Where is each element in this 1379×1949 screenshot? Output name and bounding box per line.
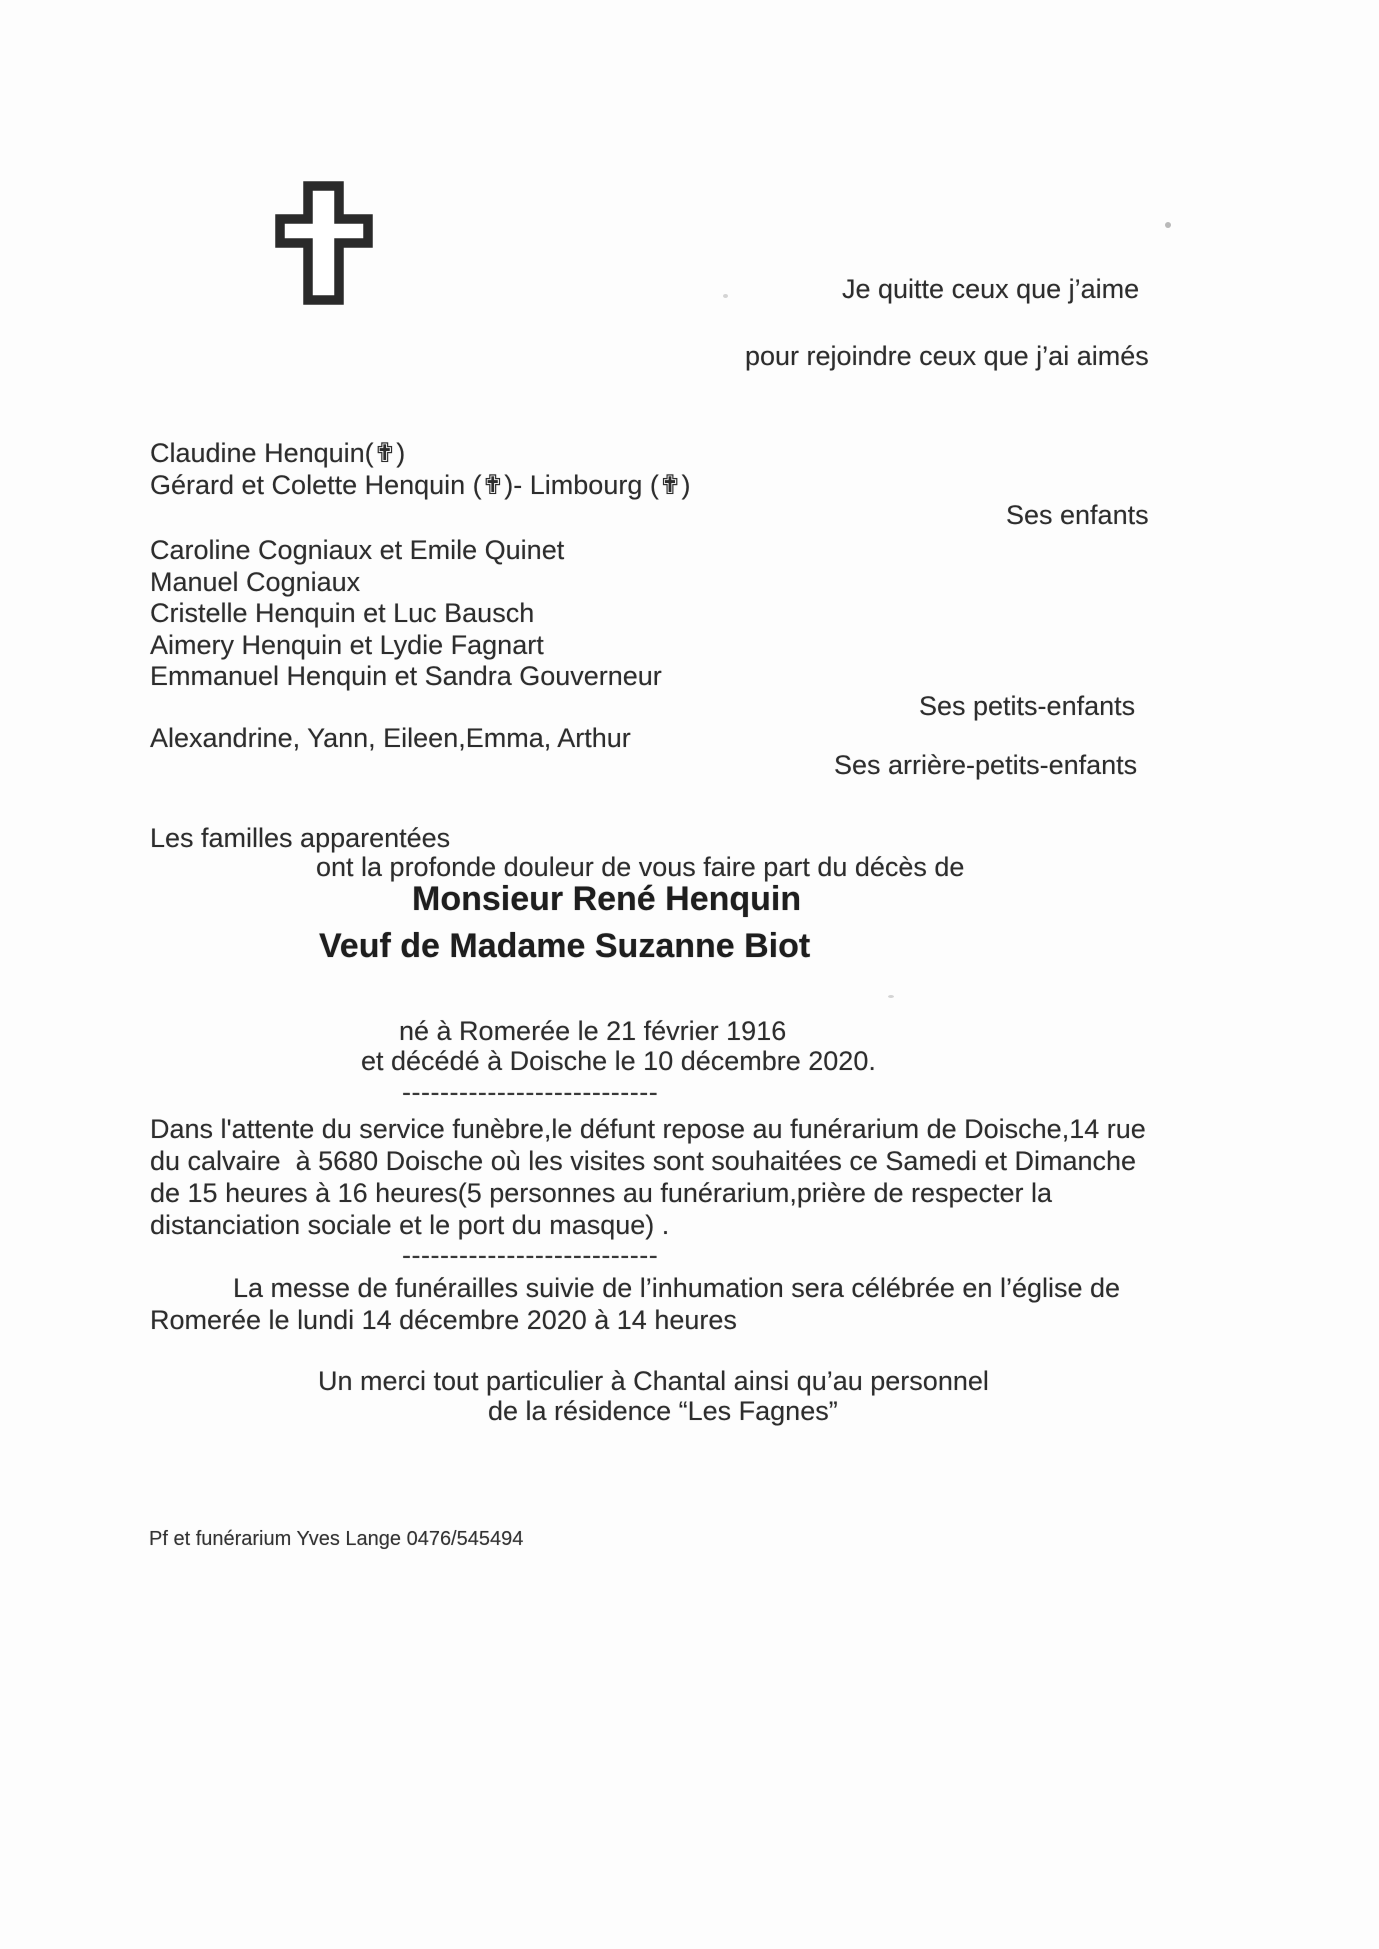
dashed-separator: --------------------------- [402, 1240, 659, 1270]
visitation-line: distanciation sociale et le port du masque) . [150, 1210, 670, 1240]
epigraph-line-2: pour rejoindre ceux que j’ai aimés [745, 341, 1149, 371]
visitation-line: Dans l'attente du service funèbre,le défunt repose au funérarium de Doische,14 rue [150, 1114, 1146, 1144]
funeral-home-credit: Pf et funérarium Yves Lange 0476/545494 [149, 1528, 524, 1550]
great-grandchildren-names: Alexandrine, Yann, Eileen,Emma, Arthur [150, 723, 631, 753]
related-families-line: Les familles apparentées [150, 823, 451, 853]
grandchild-name: Emmanuel Henquin et Sandra Gouverneur [150, 661, 662, 691]
grandchildren-names-block [150, 535, 662, 693]
thanks-line: de la résidence “Les Fagnes” [488, 1396, 838, 1426]
dashed-separator: --------------------------- [402, 1077, 659, 1107]
children-label: Ses enfants [1006, 500, 1149, 530]
visitation-line: du calvaire à 5680 Doische où les visites sont souhaitées ce Samedi et Dimanche [150, 1146, 1137, 1176]
epigraph-line-1: Je quitte ceux que j’aime [842, 274, 1140, 304]
child-name: Gérard et Colette Henquin (✟)- Limbourg (✟) [150, 470, 691, 500]
funeral-mass-line: Romerée le lundi 14 décembre 2020 à 14 heures [150, 1305, 737, 1335]
widower-line: Veuf de Madame Suzanne Biot [319, 927, 811, 965]
grandchild-name: Aimery Henquin et Lydie Fagnart [150, 629, 544, 660]
visitation-line: de 15 heures à 16 heures(5 personnes au funérarium,prière de respecter la [150, 1178, 1053, 1208]
scan-speckle [1165, 222, 1171, 228]
great-grandchildren-label: Ses arrière-petits-enfants [834, 750, 1138, 780]
announcement-intro: ont la profonde douleur de vous faire part du décès de [316, 852, 965, 882]
child-name: Claudine Henquin(✟) [150, 438, 406, 468]
grandchildren-label: Ses petits-enfants [919, 691, 1136, 721]
cross-icon [275, 181, 373, 305]
thanks-line: Un merci tout particulier à Chantal ainsi qu’au personnel [318, 1366, 989, 1396]
scan-speckle [888, 995, 894, 998]
deceased-name: Monsieur René Henquin [412, 880, 802, 918]
birth-line: né à Romerée le 21 février 1916 [399, 1016, 787, 1046]
funeral-mass-line: La messe de funérailles suivie de l’inhumation sera célébrée en l’église de [233, 1273, 1121, 1303]
grandchild-name: Cristelle Henquin et Luc Bausch [150, 598, 535, 628]
grandchild-name: Manuel Cogniaux [150, 566, 361, 597]
scan-speckle [723, 294, 728, 298]
death-line: et décédé à Doische le 10 décembre 2020. [361, 1046, 876, 1076]
visitation-paragraph [150, 1113, 1146, 1241]
grandchild-name: Caroline Cogniaux et Emile Quinet [150, 535, 565, 565]
